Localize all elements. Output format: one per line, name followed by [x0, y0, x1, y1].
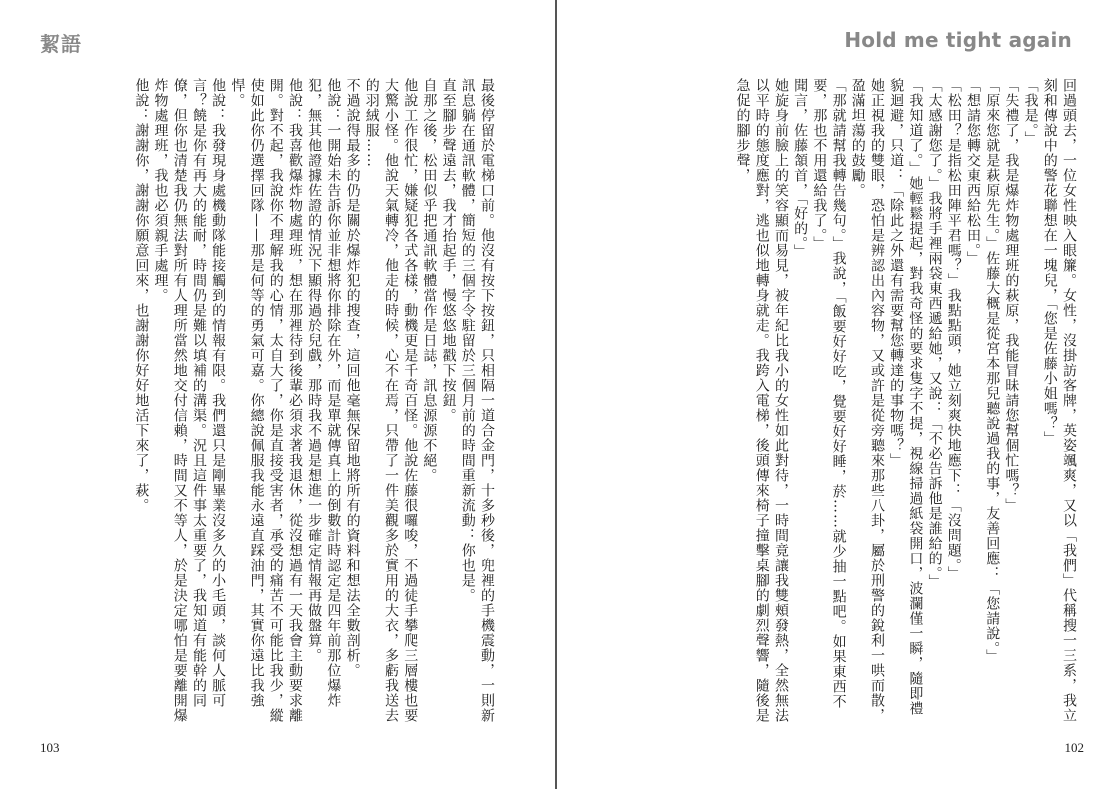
- book-gutter: [555, 0, 557, 789]
- right-page: [558, 0, 1114, 789]
- right-page-number: 102: [1064, 740, 1084, 755]
- left-page-header: 絜語: [40, 32, 82, 56]
- paragraph: 「太感謝您了。」我將手裡兩袋東西遞給她，又說：「不必告訴他是誰給的。」: [926, 78, 943, 589]
- right-page-header: Hold me tight again: [844, 28, 1072, 52]
- paragraph: 「失禮了，我是爆炸物處理班的萩原，我能冒昧請您幫個忙嗎？」: [1003, 78, 1020, 513]
- paragraph: 他說：我喜歡爆炸物處理班，想在那裡待到後輩必須求著我退休，從沒想過有一天我會主動要求離開。對不起，我說你不理解我的心情，太自大了，你是直接受害者，承受的痛苦不可能比我少，縱使如此你仍選擇回隊——那是何等的勇氣可嘉。你總說佩服我能永遠直踩油門，其實你遠比我強悍。: [229, 78, 303, 723]
- paragraph: 他說工作很忙，嫌疑犯各式各樣，動機更是千奇百怪。他說佐藤很囉唆，不過徒手攀爬三層樓也要大驚小怪。他說天氣轉冷，他走的時候，心不在焉，只帶了一件美觀多於實用的大衣，多虧我送去的羽絨服……: [363, 78, 419, 723]
- paragraph: 聞言，佐藤頷首，「好的。」: [792, 78, 809, 259]
- paragraph: 他說：謝謝你，謝謝你願意回來，也謝謝你好好地活下來了，萩。: [133, 78, 150, 513]
- paragraph: 「我知道了。」她輕鬆提起，對我奇怪的要求隻字不提，視線掃過紙袋開口，波瀾僅一瞬，隨即禮貌迴避，只道：「除此之外還有需要幫您轉達的事物嗎？」: [888, 78, 924, 716]
- paragraph: 她旋身前臉上的笑容顯而易見，被年紀比我小的女性如此對待，一時間竟讓我雙頰發熱，全然無法以平時的態度應對，逃也似地轉身就走。我跨入電梯，後頭傳來椅子撞擊桌腳的劇烈聲響，隨後是急促的腳步聲，: [734, 78, 789, 723]
- left-page-number: 103: [40, 740, 60, 755]
- paragraph: 回過頭去，一位女性映入眼簾。女性，沒掛訪客牌，英姿颯爽，又以「我們」代稱搜一三系，我立刻和傳說中的警花聯想在一塊兒，「您是佐藤小姐嗎？」: [1041, 78, 1077, 723]
- paragraph: 直至腳步聲遠去，我才抬起手，慢悠悠地戳下按鈕。: [440, 78, 457, 423]
- left-page: [0, 0, 556, 789]
- paragraph: 不過說得最多的仍是關於爆炸犯的搜查，這回他毫無保留地將所有的資料和想法全數剖析。: [344, 78, 361, 678]
- paragraph: 她正視我的雙眼，恐怕是辨認出內容物，又或許是從旁聽來那些八卦，屬於刑警的銳利一哄而散，盈滿坦蕩的鼓勵。: [849, 78, 885, 723]
- right-page-body: [622, 78, 1078, 728]
- paragraph: 「原來您就是萩原先生。」佐藤大概是從宮本那兒聽說過我的事，友善回應：「您請說。」: [984, 78, 1001, 664]
- paragraph: 「松田？是指松田陣平君嗎？」我點點頭，她立刻爽快地應下：「沒問題。」: [945, 78, 962, 581]
- paragraph: 「那就請幫我轉告幾句。」我說，「飯要好好吃，覺要好好睡，菸……就少抽一點吧。如果東西不要，那也不用還給我了。」: [811, 78, 847, 709]
- paragraph: 「我是。」: [1022, 78, 1039, 146]
- paragraph: 「想請您轉交東西給松田。」: [964, 78, 981, 266]
- left-page-body: [52, 78, 496, 728]
- paragraph: 自那之後，松田似乎把通訊軟體當作是日誌，訊息源源不絕。: [421, 78, 438, 483]
- paragraph: 他說：一開始未告訴你並非想將你排除在外，而是單就傳真上的倒數計時認定是四年前那位爆炸犯，無其他證據佐證的情況下顯得過於兒戲，那時我不過是想進一步確定情報再做盤算。: [306, 78, 342, 708]
- paragraph: 最後停留於電梯口前。他沒有按下按鈕，只相隔一道合金門，十多秒後，兜裡的手機震動，一則新訊息躺在通訊軟體，簡短的三個字令駐留於三個月前的時間重新流動：你也是。: [459, 78, 495, 723]
- paragraph: 他說：我發現身處機動隊能接觸到的情報有限。我們還只是剛畢業沒多久的小毛頭，談何人脈可言？饒是你有再大的能耐，時間仍是難以填補的溝渠。況且這件事太重要了，我知道有能幹的同僚，但你也清楚我仍無法對所有人理所當然地交付信賴，時間又不等人，於是決定哪怕是要離開爆炸物處理班，我也必須親手處理。: [152, 78, 227, 723]
